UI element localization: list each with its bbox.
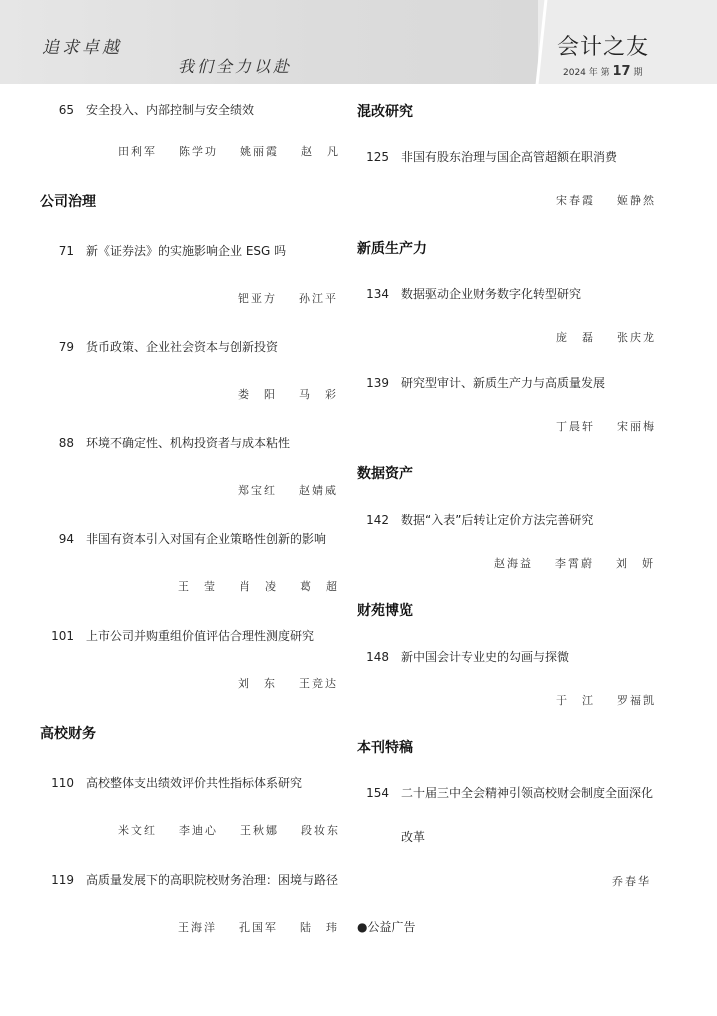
- author: 刘 妍: [616, 557, 655, 570]
- article-title: 货币政策、企业社会资本与创新投资: [86, 340, 279, 354]
- article-entry[interactable]: [40, 101, 254, 118]
- author-list: [216, 675, 338, 691]
- page-number: 65: [58, 103, 74, 117]
- author: 肖 凌: [239, 580, 278, 593]
- page-number: 110: [51, 776, 74, 790]
- article-entry[interactable]: [40, 627, 314, 644]
- author: 段妆东: [301, 824, 340, 837]
- slogan-line-1: 追求卓越: [42, 38, 122, 58]
- author: 丁晨轩: [556, 420, 595, 433]
- article-title: 安全投入、内部控制与安全绩效: [86, 103, 255, 117]
- page-number: 125: [366, 150, 389, 164]
- issue-prefix: 2024 年 第: [563, 68, 610, 78]
- author: 赵婧威: [299, 484, 338, 497]
- author: 陈学功: [179, 145, 218, 158]
- author: 娄 阳: [238, 388, 277, 401]
- author-list: [156, 919, 339, 935]
- page-number: 71: [58, 244, 74, 258]
- author-list: [216, 482, 338, 498]
- page-number: 101: [51, 629, 74, 643]
- article-entry[interactable]: [40, 242, 286, 259]
- magazine-title: 会计之友: [557, 35, 650, 60]
- article-entry[interactable]: [355, 648, 569, 665]
- issue-info: [563, 64, 643, 79]
- author: 王竞达: [299, 677, 338, 690]
- article-title: 高校整体支出绩效评价共性指标体系研究: [86, 776, 303, 790]
- author: 宋春霞: [556, 194, 595, 207]
- article-entry[interactable]: [355, 148, 617, 165]
- author: 田利军: [118, 145, 157, 158]
- author: 王秋娜: [240, 824, 279, 837]
- author: 李迪心: [179, 824, 218, 837]
- article-title: 新《证券法》的实施影响企业 ESG 吗: [86, 244, 287, 258]
- author: 赵 凡: [301, 145, 340, 158]
- author: 于 江: [556, 694, 595, 707]
- article-entry[interactable]: [355, 784, 653, 801]
- author: 庞 磊: [556, 331, 595, 344]
- page-number: 88: [58, 436, 74, 450]
- article-entry[interactable]: [355, 374, 605, 391]
- author: 姬静然: [617, 194, 656, 207]
- article-title-continuation: 改革: [401, 830, 426, 844]
- article-title: 高质量发展下的高职院校财务治理：困境与路径: [86, 873, 339, 887]
- author-list: [216, 290, 338, 306]
- author: 宋丽梅: [617, 420, 656, 433]
- page-number: 154: [366, 786, 389, 800]
- author-list: [590, 873, 651, 889]
- bullet-icon: ●: [357, 920, 368, 934]
- page-number: 94: [58, 532, 74, 546]
- author: 马 彩: [299, 388, 338, 401]
- author-list: [472, 555, 655, 571]
- article-title: 上市公司并购重组价值评估合理性测度研究: [86, 629, 315, 643]
- page-header: [0, 0, 717, 84]
- page-number: 119: [51, 873, 74, 887]
- article-entry[interactable]: [355, 511, 593, 528]
- section-heading: 本刊特稿: [357, 740, 413, 756]
- page-number: 139: [366, 376, 389, 390]
- article-title: 数据驱动企业财务数字化转型研究: [401, 287, 582, 301]
- article-title: 数据“入表”后转让定价方法完善研究: [401, 513, 594, 527]
- article-entry[interactable]: [355, 285, 581, 302]
- author-list: [534, 192, 656, 208]
- issue-suffix: 期: [633, 68, 643, 78]
- author: 刘 东: [238, 677, 277, 690]
- author: 张庆龙: [617, 331, 656, 344]
- page-number: 79: [58, 340, 74, 354]
- author: 罗福凯: [617, 694, 656, 707]
- section-heading: 财苑博览: [357, 603, 413, 619]
- section-heading: 新质生产力: [357, 241, 427, 257]
- article-title: 新中国会计专业史的勾画与探微: [401, 650, 570, 664]
- section-heading: 混改研究: [357, 104, 413, 120]
- article-title: 非国有股东治理与国企高管超额在职消费: [401, 150, 618, 164]
- section-heading: 高校财务: [40, 726, 96, 742]
- article-entry[interactable]: [40, 774, 302, 791]
- author-list: [534, 329, 656, 345]
- article-entry[interactable]: [40, 338, 278, 355]
- author: 郑宝红: [238, 484, 277, 497]
- author-list: [534, 418, 656, 434]
- slogan-line-2: 我们全力以赴: [178, 57, 293, 76]
- article-title: 研究型审计、新质生产力与高质量发展: [401, 376, 606, 390]
- author: 孔国军: [239, 921, 278, 934]
- article-entry[interactable]: [40, 530, 326, 547]
- article-title: 环境不确定性、机构投资者与成本粘性: [86, 436, 291, 450]
- page-number: 142: [366, 513, 389, 527]
- public-ad-label: 公益广告: [367, 920, 416, 934]
- author-list: [216, 386, 338, 402]
- article-entry[interactable]: [40, 871, 338, 888]
- article-title: 非国有资本引入对国有企业策略性创新的影响: [86, 532, 327, 546]
- author: 赵海益: [494, 557, 533, 570]
- author-list: [96, 143, 340, 159]
- author: 王海洋: [178, 921, 217, 934]
- issue-number: 17: [612, 64, 631, 79]
- author: 乔春华: [612, 875, 651, 888]
- author: 孙江平: [299, 292, 338, 305]
- article-entry[interactable]: [40, 434, 290, 451]
- page-number: 148: [366, 650, 389, 664]
- public-ad-entry[interactable]: [357, 918, 416, 935]
- author-list: [156, 578, 339, 594]
- author-list: [96, 822, 340, 838]
- author: 陆 玮: [300, 921, 339, 934]
- article-title: 二十届三中全会精神引领高校财会制度全面深化: [401, 786, 654, 800]
- section-heading: 数据资产: [357, 466, 413, 482]
- author: 王 莹: [178, 580, 217, 593]
- author: 李霄蔚: [555, 557, 594, 570]
- section-heading: 公司治理: [40, 194, 96, 210]
- author: 钯亚方: [238, 292, 277, 305]
- author: 姚丽霞: [240, 145, 279, 158]
- author-list: [534, 692, 656, 708]
- page-number: 134: [366, 287, 389, 301]
- author: 米文红: [118, 824, 157, 837]
- author: 葛 超: [300, 580, 339, 593]
